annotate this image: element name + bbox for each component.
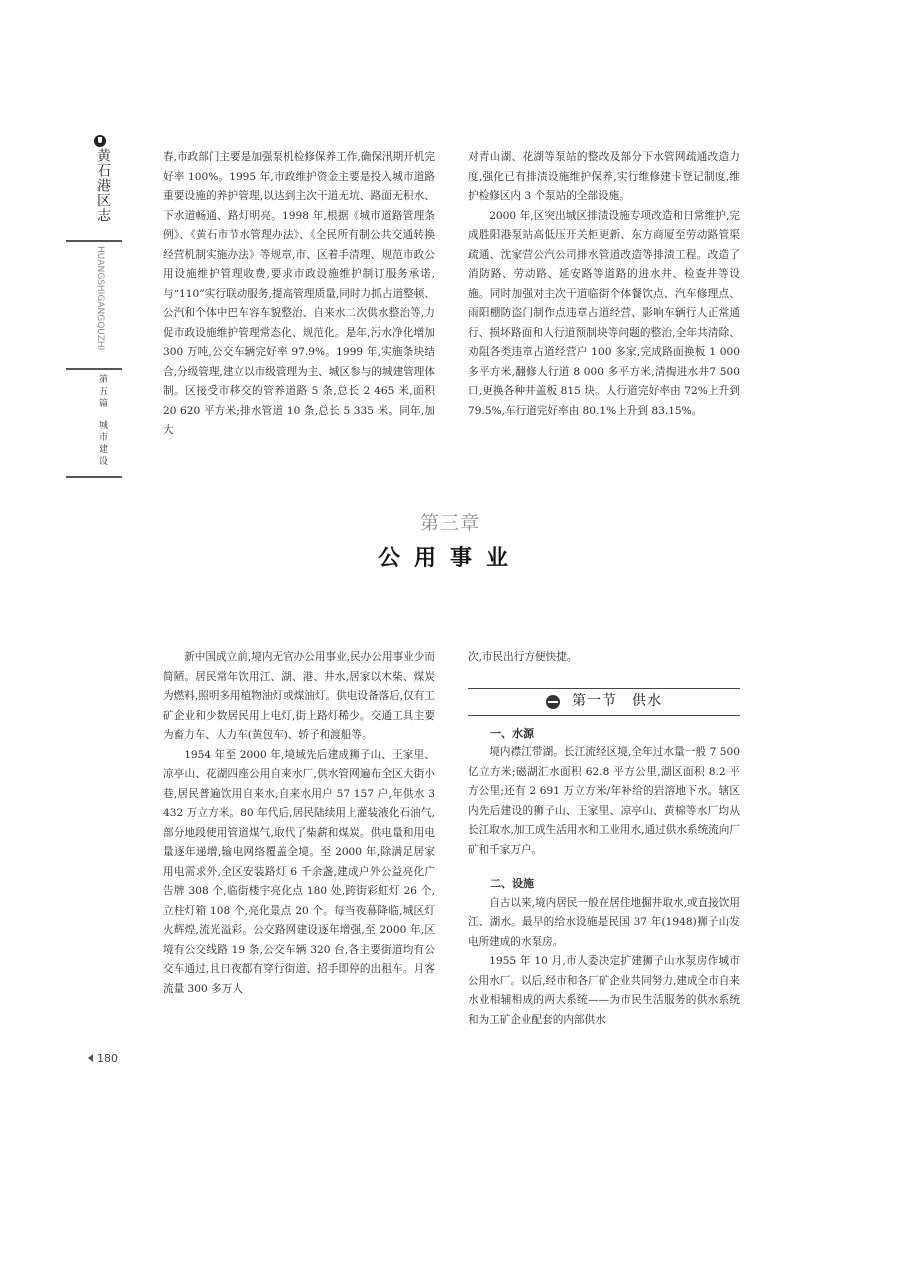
page-number-text: 180 [97, 1052, 118, 1065]
section-title: 第一节 供水 [572, 692, 662, 709]
paragraph: 境内襟江带湖。长江流经区境,全年过水量一般 7 500 亿立方米;磁湖汇水面积 62.8 平方公里,湖区面积 8.2 平方公里;还有 2 691 万立方米/年补给的岩溶地下水。辖区内先后建设的狮子山、王家里、凉亭山、黄棉等水厂均从长江取水,加工成生活用水和工业用水,通过供水系统流向厂矿和千家万户。 [468, 746, 740, 856]
chapter-title: 公用事业 [377, 546, 522, 571]
paragraph: 新中国成立前,境内无官办公用事业,民办公用事业少而简陋。居民常年饮用江、湖、港、井水,居家以木柴、煤炭为燃料,照明多用植物油灯或煤油灯。供电设备落后,仅有工矿企业和少数居民用上电灯,街上路灯稀少。交通工具主要为畜力车、人力车(黄包车)、轿子和渡船等。 [163, 651, 435, 741]
part-section-label: 城市建设 [97, 420, 107, 468]
sidebar-divider [66, 240, 122, 242]
chapter-heading [0, 508, 900, 572]
subsection-heading: 一、水源 [490, 726, 534, 740]
bottom-right-column [468, 648, 740, 1030]
section-heading [468, 688, 740, 716]
top-left-column [163, 148, 435, 441]
sidebar-divider [66, 476, 122, 478]
page-number [88, 1052, 118, 1065]
paragraph: 春,市政部门主要是加强泵机检修保养工作,确保汛期开机完好率 100%。1995 年,市政维护资金主要是投入城市道路重要设施的养护管理,以达到主次干道无坑、路面无积水、下水道畅通、路灯明亮。1998 年,根据《城市道路管理条例》、《黄石市节水管理办法》、《全民所有制公共交通转换经营机制实施办法》等规章,市、区着手清理、规范市政公用设施维护管理收费,要求市政设施维护制订服务承诺,与“110”实行联动服务,提高管理质量,同时力抓占道整顿、公汽和个体中巴车容车貌整治、自来水二次供水整治等,力促市政设施维护管理常态化、规范化。是年,污水净化增加 300 万吨,公交车辆完好率 97.9%。1999 年,实施条块结合,分级管理,建立以市级管理为主、城区参与的城建管理体制。区接受市移交的管养道路 5 条,总长 2 465 米,面积 20 620 平方米;排水管道 10 条,总长 5 335 米。同年,加大 [163, 151, 435, 436]
paragraph: 对青山湖、花湖等泵站的整改及部分下水管网疏通改造力度,强化已有排渍设施维护保养,实行维修建卡登记制度,维护检修区内 3 个泵站的全部设施。 [468, 151, 740, 202]
chapter-number: 第三章 [419, 512, 480, 534]
book-title: 黄石港区志 [95, 148, 111, 223]
bottom-left-column [163, 648, 435, 999]
paragraph: 自古以来,境内居民一般在居住地掘井取水,或直接饮用江、湖水。最早的给水设施是民国 37 年(1948)狮子山发电所建成的水泵房。 [468, 896, 740, 948]
book-title-pinyin: HUANGSHIGANGQUZHI [95, 246, 105, 351]
section-marker-icon [546, 695, 560, 709]
book-logo-icon [94, 135, 106, 147]
sidebar-divider [66, 368, 122, 370]
part-label: 第五篇 [97, 374, 107, 410]
running-sidebar [66, 135, 122, 482]
paragraph: 2000 年,区突出城区排渍设施专项改造和日常维护,完成胜阳港泵站高低压开关柜更新、东方商厦至劳动路管渠疏通、沈家营公汽公司排水管道改造等排渍工程。改造了消防路、劳动路、延安路等道路的进水井、检查井等设施。同时加强对主次干道临街个体餐饮点、汽车修理点、雨阳棚防盗门制作点违章占道经营、影响车辆行人正常通行、损坏路面和人行道预制块等问题的整治,全年共清除、劝阻各类违章占道经营户 100 多家,完成路面换板 1 000 多平方米,翻修人行道 8 000 多平方米,清掏进水井7 500口,更换各种井盖板 815 块。人行道完好率由 72%上升到 79.5%,车行道完好率由 80.1%上升到 83.15%。 [468, 209, 740, 417]
paragraph: 1954 年至 2000 年,境域先后建成狮子山、王家里、凉亭山、花湖四座公用自来水厂,供水管网遍布全区大街小巷,居民普遍饮用自来水,自来水用户 57 157 户,年供水 3 432 万立方米。80 年代后,居民陆续用上灌装液化石油气,部分地段使用管道煤气,取代了柴薪和煤炭。供电量和用电量逐年递增,输电网络覆盖全境。至 2000 年,除满足居家用电需求外,全区安装路灯 6 千余盏,建成户外公益亮化广告牌 308 个,临街楼宇亮化点 180 处,跨街彩虹灯 26 个,立柱灯箱 108 个,亮化景点 20 个。每当夜幕降临,城区灯火辉煌,流光溢彩。公交路网建设逐年增强,至 2000 年,区境有公交线路 19 条,公交车辆 320 台,各主要街道均有公交车通过,且日夜都有穿行街道、招手即停的出租车。月客流量 300 多万人 [163, 748, 435, 995]
paragraph: 次,市民出行方便快捷。 [468, 651, 578, 663]
paragraph: 1955 年 10 月,市人委决定扩建狮子山水泵房作城市公用水厂。以后,经市和各厂矿企业共同努力,建成全市自来水业相辅相成的两大系统——为市民生活服务的供水系统和为工矿企业配套的内部供水 [468, 955, 740, 1026]
top-right-column [468, 148, 740, 421]
subsection-heading: 二、设施 [490, 877, 534, 890]
page-arrow-icon [88, 1054, 93, 1062]
